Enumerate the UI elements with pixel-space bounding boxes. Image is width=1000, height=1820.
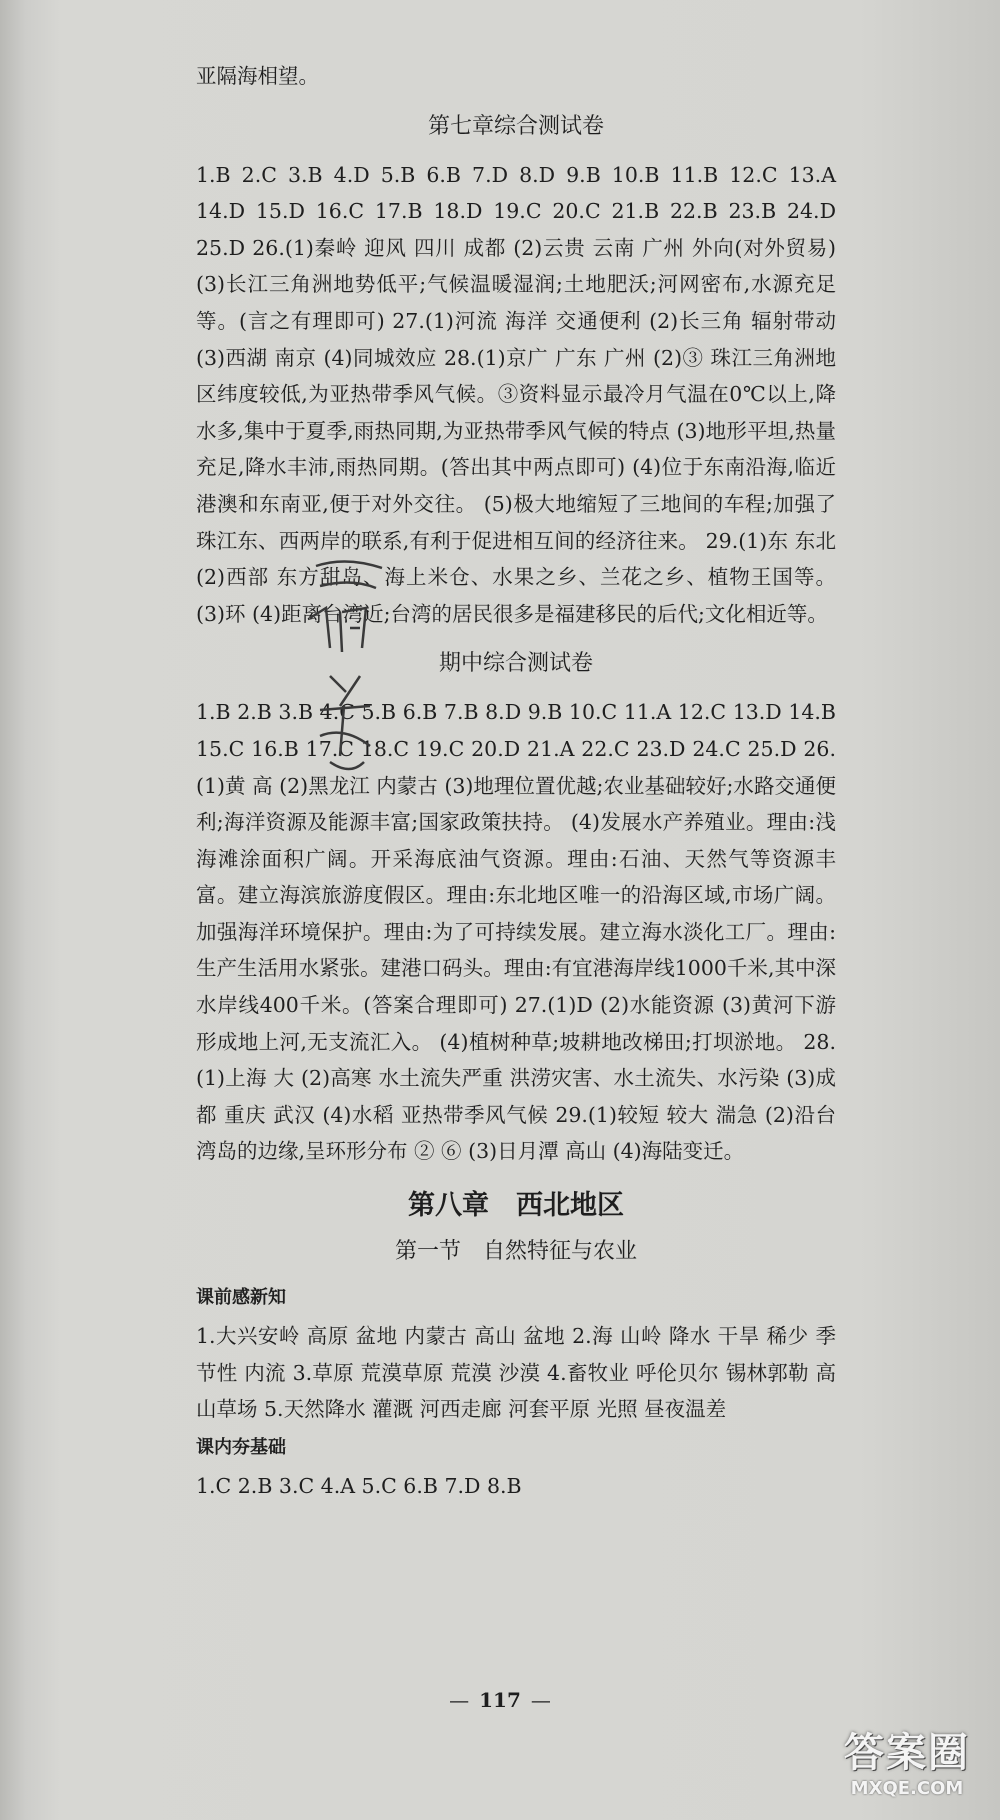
pre-class-answers: 1.大兴安岭 高原 盆地 内蒙古 高山 盆地 2.海 山岭 降水 干旱 稀少 季节性 内流 3.草原 荒漠草原 荒漠 沙漠 4.畜牧业 呼伦贝尔 锡林郭勒 高山草场 5.天然降水 灌溉 河西走廊 河套平原 光照 昼夜温差 (196, 1324, 836, 1422)
in-class-heading: 课内夯基础 (196, 1436, 286, 1458)
midterm-answers: 1.B 2.B 3.B 4.C 5.B 6.B 7.B 8.D 9.B 10.C 11.A 12.C 13.D 14.B 15.C 16.B 17.C 18.C 19.C 20.D 21.A 22.C 23.D 24.C 25.D 26.(1)黄 高 (2)黑龙江 内蒙古 (3)地理位置优越;农业基础较好;水路交通便利;海洋资源及能源丰富;国家政策扶持。 (4)发展水产养殖业。理由:浅海滩涂面积广阔。开采海底油气资源。理由:石油、天然气等资源丰富。建立海滨旅游度假区。理由:东北地区唯一的沿海区域,市场广阔。加强海洋环境保护。理由:为了可持续发展。建立海水淡化工厂。理由:生产生活用水紧张。建港口码头。理由:有宜港海岸线1000千米,其中深水岸线400千米。(答案合理即可) 27.(1)D (2)水能资源 (3)黄河下游形成地上河,无支流汇入。 (4)植树种草;坡耕地改梯田;打坝淤地。 28.(1)上海 大 (2)高寒 水土流失严重 洪涝灾害、水土流失、水污染 (3)成都 重庆 武汉 (4)水稻 亚热带季风气候 29.(1)较短 较大 湍急 (2)沿台湾岛的边缘,呈环形分布 ② ⑥ (3)日月潭 高山 (4)海陆变迁。 (196, 700, 836, 1164)
answer-content (196, 58, 836, 1504)
chapter7-answers: 1.B 2.C 3.B 4.D 5.B 6.B 7.D 8.D 9.B 10.B 11.B 12.C 13.A 14.D 15.D 16.C 17.B 18.D 19.C 20.C 21.B 22.B 23.B 24.D 25.D 26.(1)秦岭 迎风 四川 成都 (2)云贵 云南 广州 外向(对外贸易) (3)长江三角洲地势低平;气候温暖湿润;土地肥沃;河网密布,水源充足等。(言之有理即可) 27.(1)河流 海洋 交通便利 (2)长三角 辐射带动 (3)西湖 南京 (4)同城效应 28.(1)京广 广东 广州 (2)③ 珠江三角洲地区纬度较低,为亚热带季风气候。③资料显示最冷月气温在0℃以上,降水多,集中于夏季,雨热同期,为亚热带季风气候的特点 (3)地形平坦,热量充足,降水丰沛,雨热同期。(答出其中两点即可) (4)位于东南沿海,临近港澳和东南亚,便于对外交往。 (5)极大地缩短了三地间的车程;加强了珠江东、西两岸的联系,有利于促进相互间的经济往来。 29.(1)东 东北 (2)西部 东方甜岛、海上米仓、水果之乡、兰花之乡、植物王国等。 (3)环 (4)距离台湾近;台湾的居民很多是福建移民的后代;文化相近等。 (196, 162, 836, 626)
midterm-test-title: 期中综合测试卷 (438, 651, 593, 677)
page-number-value: 117 (479, 1688, 521, 1712)
site-watermark (822, 1728, 992, 1814)
intro-line: 亚隔海相望。 (196, 64, 319, 88)
page-number (0, 1688, 1000, 1712)
chapter8-section-title: 第一节 自然特征与农业 (394, 1239, 637, 1265)
in-class-answers: 1.C 2.B 3.C 4.A 5.C 6.B 7.D 8.B (196, 1473, 522, 1498)
chapter7-test-title: 第七章综合测试卷 (427, 113, 604, 139)
page-number-dash-left: — (449, 1688, 470, 1712)
chapter8-title: 第八章 西北地区 (408, 1190, 624, 1222)
page-number-dash-right: — (530, 1688, 551, 1712)
watermark-sub: MXQE.COM (850, 1778, 964, 1799)
pre-class-heading: 课前感新知 (196, 1287, 286, 1309)
watermark-main: 答案圈 (844, 1730, 970, 1776)
